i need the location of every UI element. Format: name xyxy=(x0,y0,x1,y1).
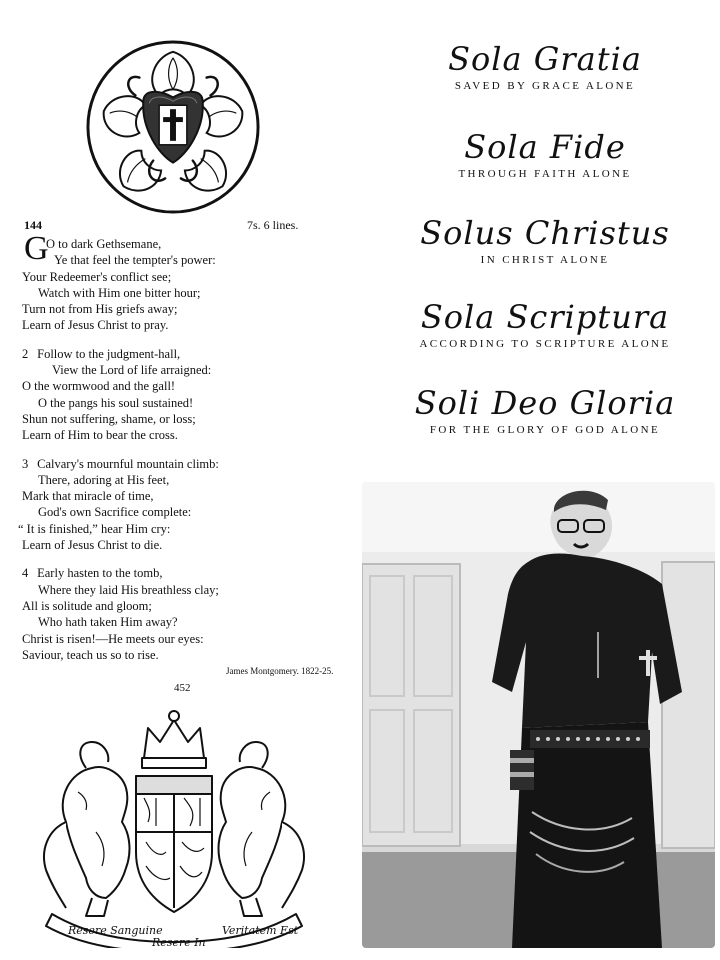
verse-line: Learn of Jesus Christ to pray. xyxy=(22,318,169,333)
motto-left: Resere Sanguine xyxy=(68,924,163,937)
sola-gratia xyxy=(380,40,710,92)
sola-latin: Soli Deo Gloria xyxy=(414,384,676,422)
verse-line: Christ is risen!—He meets our eyes: xyxy=(22,631,204,646)
sola-latin: Solus Christus xyxy=(420,214,670,252)
verse-number: 4 xyxy=(22,566,29,581)
verse-line: “ It is finished,” hear Him cry: xyxy=(18,521,171,536)
sola-english: ACCORDING TO SCRIPTURE ALONE xyxy=(419,338,671,350)
hymn-verse-3 xyxy=(18,456,322,554)
drop-cap: G xyxy=(24,230,49,267)
sola-english: SAVED BY GRACE ALONE xyxy=(454,80,636,92)
verse-number: 3 xyxy=(22,456,29,471)
verse-line: Who hath taken Him away? xyxy=(38,615,178,630)
sola-english: THROUGH FAITH ALONE xyxy=(458,168,632,180)
verse-line: Shun not suffering, shame, or loss; xyxy=(22,411,196,426)
hymn-number: 144 xyxy=(24,218,42,232)
verse-line: God's own Sacrifice complete: xyxy=(38,505,192,520)
verse-line: G O to dark Gethsemane, xyxy=(24,230,162,267)
solus-christus xyxy=(380,214,710,266)
verse-line: 4 Early hasten to the tomb, xyxy=(22,566,163,581)
hymn-page xyxy=(18,218,334,695)
page-number: 452 xyxy=(174,682,191,695)
motto-center: Resere In xyxy=(152,936,206,948)
verse-line: Mark that miracle of time, xyxy=(22,489,154,504)
sola-scriptura xyxy=(380,298,710,350)
sola-latin: Sola Fide xyxy=(464,128,626,166)
verse-line: There, adoring at His feet, xyxy=(38,472,170,487)
portrait-photo xyxy=(362,482,715,948)
verse-line: View the Lord of life arraigned: xyxy=(52,363,212,378)
verse-line: All is solitude and gloom; xyxy=(22,598,152,613)
hymn-verse-1 xyxy=(22,230,322,334)
verse-line: 3 Calvary's mournful mountain climb: xyxy=(22,456,219,471)
verse-line: Ye that feel the tempter's power: xyxy=(54,253,216,268)
verse-line: O the wormwood and the gall! xyxy=(22,379,176,394)
sola-english: IN CHRIST ALONE xyxy=(480,254,610,266)
hymn-author: James Montgomery. 1822-25. xyxy=(226,666,334,677)
verse-line: 2 Follow to the judgment-hall, xyxy=(22,346,181,361)
motto-right: Veritatem Est xyxy=(222,924,299,937)
hymn-verse-4 xyxy=(22,565,322,663)
verse-line: Your Redeemer's conflict see; xyxy=(22,269,172,284)
sola-english: FOR THE GLORY OF GOD ALONE xyxy=(429,424,661,436)
verse-line: Where they laid His breathless clay; xyxy=(38,582,219,597)
coat-of-arms-icon xyxy=(26,702,322,948)
soli-deo-gloria xyxy=(380,384,710,436)
luther-rose-icon xyxy=(84,38,262,216)
sola-fide xyxy=(380,128,710,180)
cross-icon xyxy=(159,105,187,145)
verse-line: Watch with Him one bitter hour; xyxy=(38,285,201,300)
sola-latin: Sola Scriptura xyxy=(420,298,670,336)
verse-line: Learn of Him to bear the cross. xyxy=(22,428,178,443)
verse-line: Learn of Jesus Christ to die. xyxy=(22,538,163,553)
hymn-header xyxy=(22,218,322,236)
hymn-verse-2 xyxy=(22,346,322,444)
door xyxy=(362,564,460,846)
sola-latin: Sola Gratia xyxy=(448,40,642,78)
verse-line: Turn not from His griefs away; xyxy=(22,302,178,317)
verse-line: Saviour, teach us so to rise. xyxy=(22,647,159,662)
hymn-meter: 7s. 6 lines. xyxy=(247,218,299,232)
verse-line: O the pangs his soul sustained! xyxy=(38,395,194,410)
verse-number: 2 xyxy=(22,346,29,361)
